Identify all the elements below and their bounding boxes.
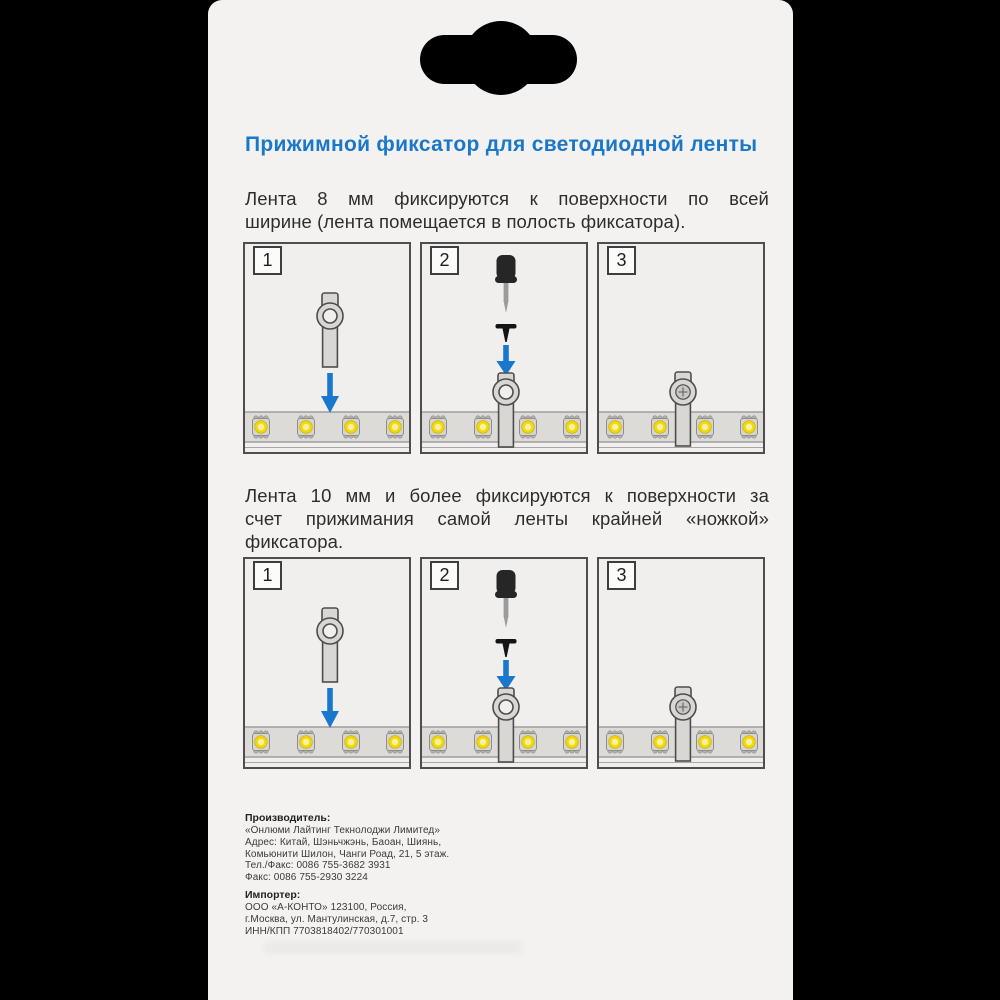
instruction-line: ширине (лента помещается в полость фиксатора). bbox=[245, 211, 686, 232]
step-number-badge: 3 bbox=[607, 246, 636, 275]
step-panel-1 bbox=[243, 242, 411, 454]
step-number-badge: 1 bbox=[253, 561, 282, 590]
manufacturer-line: Адрес: Китай, Шэньчжэнь, Баоан, Шиянь, bbox=[245, 836, 442, 848]
step-panel-1 bbox=[243, 557, 411, 769]
step-number-badge: 2 bbox=[430, 561, 459, 590]
importer-label: Импортер: bbox=[245, 889, 301, 901]
importer-info bbox=[245, 889, 428, 937]
steps-row-10mm bbox=[243, 557, 766, 769]
importer-line: г.Москва, ул. Мантулинская, д.7, стр. 3 bbox=[245, 913, 429, 925]
step-number-badge: 2 bbox=[430, 246, 459, 275]
print-showthrough bbox=[263, 941, 523, 954]
step2-illustration bbox=[422, 244, 586, 452]
manufacturer-label: Производитель: bbox=[245, 812, 331, 824]
manufacturer-line: «Онлюми Лайтинг Текнолоджи Лимитед» bbox=[245, 825, 440, 836]
manufacturer-info bbox=[245, 812, 449, 884]
instruction-text-8mm bbox=[245, 187, 769, 233]
steps-row-8mm bbox=[243, 242, 766, 454]
step1-illustration bbox=[245, 244, 409, 452]
packaging-card bbox=[208, 0, 793, 1000]
step-number-badge: 3 bbox=[607, 561, 636, 590]
step-panel-3 bbox=[597, 242, 765, 454]
product-title: Прижимной фиксатор для светодиодной ленты bbox=[245, 133, 758, 156]
step-panel-3 bbox=[597, 557, 765, 769]
manufacturer-line: Тел./Факс: 0086 755-3682 3931 bbox=[245, 860, 391, 872]
instruction-line: фиксатора. bbox=[245, 531, 344, 552]
instruction-line: счет прижимания самой ленты крайней «ножкой» bbox=[245, 508, 769, 529]
importer-line: ООО «А-КОНТО» 123100, Россия, bbox=[245, 902, 407, 913]
importer-line: ИНН/КПП 7703818402/770301001 bbox=[245, 925, 404, 937]
instruction-line: Лента 10 мм и более фиксируются к поверхности за bbox=[245, 485, 769, 506]
step-number-badge: 1 bbox=[253, 246, 282, 275]
step3-illustration bbox=[599, 244, 763, 452]
step-panel-2 bbox=[420, 557, 588, 769]
manufacturer-line: Факс: 0086 755-2930 3224 bbox=[245, 872, 368, 884]
instruction-text-10mm bbox=[245, 484, 769, 553]
manufacturer-line: Комьюнити Шилон, Чанги Роад, 21, 5 этаж. bbox=[245, 848, 450, 860]
step-panel-2 bbox=[420, 242, 588, 454]
hang-hole-circle bbox=[464, 21, 538, 95]
instruction-line: Лента 8 мм фиксируются к поверхности по всей bbox=[245, 188, 769, 209]
step3-illustration bbox=[599, 559, 763, 767]
step1-illustration bbox=[245, 559, 409, 767]
step2-illustration bbox=[422, 559, 586, 767]
